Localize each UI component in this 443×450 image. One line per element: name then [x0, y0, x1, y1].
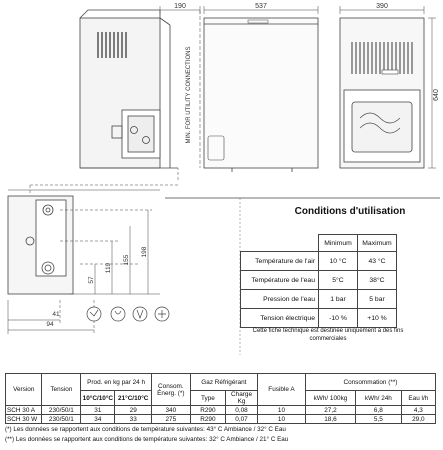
header-fusible: Fusible A: [258, 374, 306, 406]
subheader-kwh: kWh/ 100kg: [305, 391, 355, 406]
dim-width-front: 537: [255, 3, 267, 10]
table-row: [6, 415, 436, 424]
cell-kwh: 18,6: [305, 415, 355, 424]
cond-min: 5°C: [319, 271, 358, 290]
connection-symbols: [87, 307, 169, 321]
table-row: [241, 290, 397, 309]
table-row: [6, 406, 436, 415]
cell-consom: 275: [151, 415, 190, 424]
cond-max: 5 bar: [358, 290, 397, 309]
header-minimum: Minimum: [319, 235, 358, 252]
cell-fusible: 10: [258, 415, 306, 424]
dim-155: 155: [123, 254, 130, 266]
side-view-right: [340, 6, 436, 168]
conditions-table: [240, 234, 397, 328]
footnote-1: (*) Les données se rapportent aux conditions de température suivantes: 43° C Ambiance / 32° C Eau: [5, 426, 286, 433]
cell-type: R290: [190, 406, 225, 415]
dim-57: 57: [88, 276, 95, 284]
dim-41: 41: [52, 311, 60, 318]
conditions-note: Cette fiche technique est destinée uniquement à des fins commerciales: [252, 328, 404, 342]
cond-max: 38°C: [358, 271, 397, 290]
conditions-title: Conditions d'utilisation: [294, 206, 406, 217]
cell-eau: 29,0: [401, 415, 435, 424]
cond-label: Tension électrique: [241, 309, 319, 328]
cell-eau: 4,3: [401, 406, 435, 415]
table-row: [241, 252, 397, 271]
dim-height: 640: [433, 89, 440, 101]
header-consommation: Consommation (**): [305, 374, 435, 391]
dim-depth-top: 190: [174, 3, 186, 10]
subheader-charge: Charge Kg: [226, 391, 258, 406]
cell-consom: 340: [151, 406, 190, 415]
cond-label: Pression de l'eau: [241, 290, 319, 309]
dim-119: 119: [105, 262, 112, 274]
header-version: Version: [6, 374, 42, 406]
table-row: [241, 309, 397, 328]
header-prod: Prod. en kg par 24 h: [81, 374, 152, 391]
dim-94: 94: [46, 321, 54, 328]
cell-charge: 0,07: [226, 415, 258, 424]
dim-width-side: 390: [376, 3, 388, 10]
cell-fusible: 10: [258, 406, 306, 415]
cell-kwh24: 5,5: [356, 415, 402, 424]
cell-version: SCH 30 A: [6, 406, 42, 415]
subheader-eau: Eau l/h: [401, 391, 435, 406]
cell-kwh: 27,2: [305, 406, 355, 415]
header-gaz: Gaz Réfrigérant: [190, 374, 257, 391]
subheader-prod1: 10°C/10°C: [81, 391, 115, 406]
front-view: [204, 6, 318, 172]
header-consom: Consom. Énerg. (*): [151, 374, 190, 406]
utility-label: MIN. FOR UTILITY CONNECTIONS: [186, 46, 192, 144]
side-view-left: [80, 6, 200, 168]
subheader-type: Type: [190, 391, 225, 406]
footnote-2: (**) Les données se rapportent aux conditions de température suivantes: 32° C Ambiance / 21° C Eau: [5, 436, 289, 443]
cell-prod1: 31: [81, 406, 115, 415]
cond-min: 10 °C: [319, 252, 358, 271]
cond-min: 1 bar: [319, 290, 358, 309]
cell-kwh24: 6,8: [356, 406, 402, 415]
cell-version: SCH 30 W: [6, 415, 42, 424]
cell-prod2: 29: [115, 406, 152, 415]
cell-prod1: 34: [81, 415, 115, 424]
cond-max: 43 °C: [358, 252, 397, 271]
subheader-kwh24: kWh/ 24h: [356, 391, 402, 406]
cell-tension: 230/50/1: [42, 406, 81, 415]
header-tension: Tension: [42, 374, 81, 406]
cell-tension: 230/50/1: [42, 415, 81, 424]
cond-label: Température de l'eau: [241, 271, 319, 290]
subheader-prod2: 21°C/10°C: [115, 391, 152, 406]
spec-table: [5, 373, 436, 424]
cond-min: -10 %: [319, 309, 358, 328]
header-maximum: Maximum: [358, 235, 397, 252]
cond-max: +10 %: [358, 309, 397, 328]
cell-type: R290: [190, 415, 225, 424]
dim-198: 198: [141, 246, 148, 258]
cell-charge: 0,08: [226, 406, 258, 415]
cond-label: Température de l'air: [241, 252, 319, 271]
cell-prod2: 33: [115, 415, 152, 424]
table-row: [241, 271, 397, 290]
